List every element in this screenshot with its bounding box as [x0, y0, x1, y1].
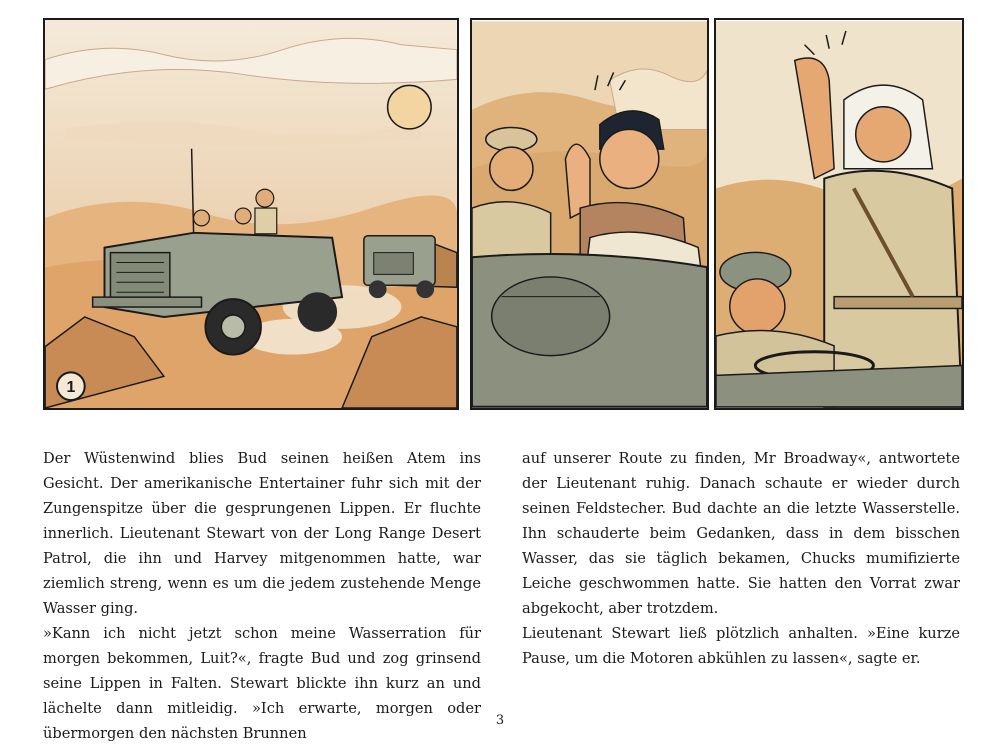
text-column-right — [522, 446, 960, 671]
paragraph: »Kann ich nicht jetzt schon meine Wasserration für morgen bekommen, Luit?«, fragte Bud und zog grinsend seine Lippen in Falten. Stewart blickte ihn kurz an und lächelte dann mitleidig. »Ich erwarte, morgen oder übermorgen den nächsten Brunnen — [43, 625, 481, 742]
bud-in-jeep-illustration — [472, 20, 707, 408]
comic-panel-1 — [43, 18, 459, 410]
paragraph: Lieutenant Stewart ließ plötzlich anhalten. »Eine kurze Pause, um die Motoren abkühlen zu lassen«, sagte er. — [522, 625, 960, 667]
paragraph: Der Wüstenwind blies Bud seinen heißen Atem ins Gesicht. Der amerikanische Entertainer fuhr sich mit der Zungenspitze über die gesprungenen Lippen. Er fluchte innerlich. Lieutenant Stewart von der Long Range Desert Patrol, die ihn und Harvey mitgenommen hatte, war ziemlich streng, wenn es um die jedem zustehende Menge Wasser ging. — [43, 450, 481, 617]
comic-panel-2 — [470, 18, 709, 410]
text-column-left — [43, 446, 481, 746]
panel-number: 1 — [66, 379, 76, 397]
desert-convoy-illustration — [45, 20, 457, 408]
page-number: 3 — [495, 713, 505, 728]
paragraph: auf unserer Route zu finden, Mr Broadway«, antwortete der Lieutenant ruhig. Danach schaute er wieder durch seinen Feldstecher. Bud dachte an die letzte Wasserstelle. Ihn schauderte beim Gedanken, dass in dem bisschen Wasser, das sie täglich bekamen, Chucks mumifizierte Leiche geschwommen hatte. Sie hatten den Vorrat zwar abgekocht, aber trotzdem. — [522, 450, 960, 617]
comic-panel-3 — [714, 18, 964, 410]
lieutenant-salute-illustration — [716, 20, 962, 408]
